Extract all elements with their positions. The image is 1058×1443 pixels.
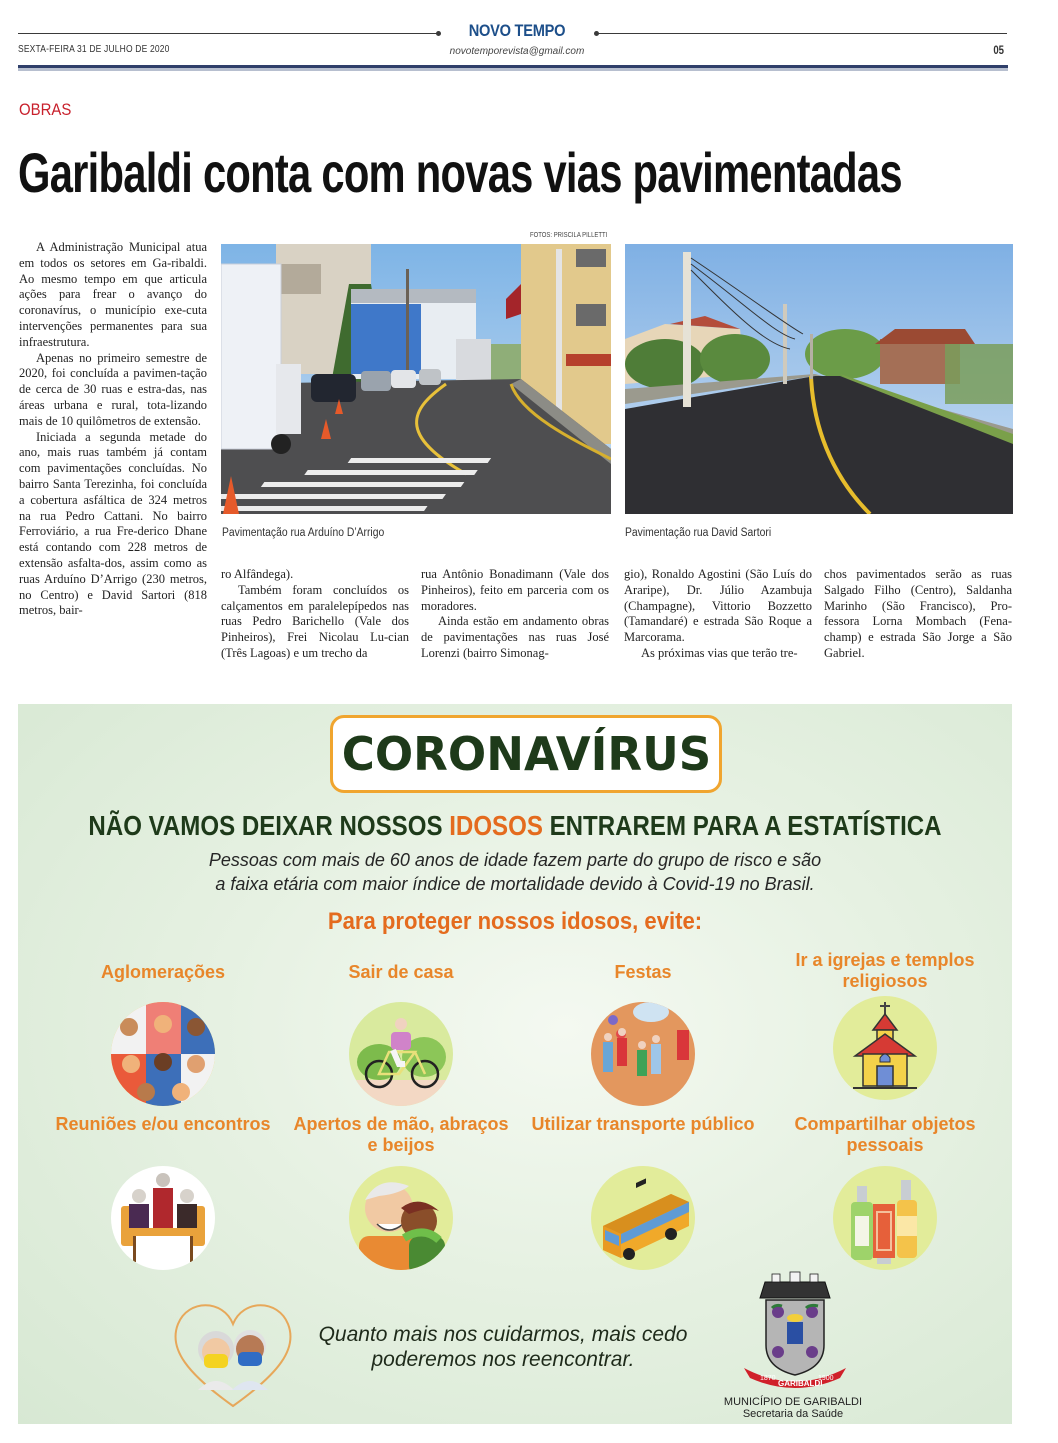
- item-label: Sair de casa: [348, 962, 454, 982]
- avoid-item-hugs: [286, 1114, 516, 1270]
- item-label: Utilizar transporte público: [531, 1114, 755, 1134]
- item-label: Reuniões e/ou encontros: [55, 1114, 271, 1134]
- photo-caption: Pavimentação rua David Sartori: [625, 527, 772, 539]
- subtitle-line: Pessoas com mais de 60 anos de idade fazem parte do grupo de risco e são: [208, 850, 822, 870]
- paragraph: gio), Ronaldo Agostini (São Luís do Araripe), Dr. Júlio Azambuja (Champagne), Vittorio Bozzetto (Tamandaré) e estrada São Roque a Marcorama.: [624, 567, 812, 645]
- banner-closing-message: [273, 1322, 733, 1372]
- item-label: Festas: [614, 962, 672, 982]
- avoid-item-crowds: [48, 956, 278, 1106]
- photo-credit: FOTOS: PRISCILA PILLETTI: [530, 232, 608, 239]
- issue-date: SEXTA-FEIRA 31 DE JULHO DE 2020: [18, 44, 170, 55]
- masthead-dot-left: [436, 31, 441, 36]
- avoid-item-public-transport: [528, 1114, 758, 1270]
- article-column-3: [421, 567, 609, 662]
- headline-part: ENTRAREM PARA A ESTATÍSTICA: [542, 810, 942, 841]
- church-icon: [833, 996, 937, 1100]
- avoid-item-meetings: [48, 1114, 278, 1270]
- photo-caption: Pavimentação rua Arduíno D’Arrigo: [222, 527, 385, 539]
- article-headline: Garibaldi conta com novas vias pavimentadas: [18, 141, 902, 204]
- crest-year-right: 1900: [818, 1375, 834, 1382]
- crest-year-left: 1870: [760, 1375, 776, 1382]
- avoid-item-churches: [770, 950, 1000, 1100]
- banner-call-to-action: Para proteger nossos idosos, evite:: [327, 908, 703, 935]
- municipality-credit: [698, 1396, 888, 1420]
- coronavirus-title-box: [330, 715, 722, 793]
- newspaper-title: NOVO TEMPO: [468, 21, 566, 40]
- bus-icon: [591, 1166, 695, 1270]
- coronavirus-ad-banner: [18, 704, 1012, 1424]
- section-kicker: OBRAS: [19, 100, 72, 119]
- street-photo-arduino-darrigo: [221, 244, 611, 514]
- street-photo: [221, 244, 611, 514]
- paragraph: Iniciada a segunda metade do ano, mais ruas também já contam com pavimentações concluídas. No bairro Santa Terezinha, foi concluída a cobertura asfáltica de 324 metros na rua Pedro Cattani. No bairro Ferroviário, a rua Fre-derico Dhane está contando com 228 metros de extensão asfalta-dos, assim como as ruas Arduíno D’Arrigo (230 metros, no Centro) e David Sartori (818 metros, bair-: [19, 429, 207, 618]
- street-photo: [625, 244, 1013, 514]
- banner-title: CORONAVÍRUS: [341, 727, 711, 781]
- item-label: Ir a igrejas e templos religiosos: [795, 950, 975, 991]
- paragraph: A Administração Municipal atua em todos os setores em Ga-ribaldi. Ao mesmo tempo em que articula ações para frear o avanço do coronavírus, o município exe-cuta intervenções permanentes para sua infraestrutura.: [19, 240, 207, 349]
- paragraph: rua Antônio Bonadimann (Vale dos Pinheiros), feito em parceria com os moradores.: [421, 567, 609, 613]
- headline-part: NÃO VAMOS DEIXAR NOSSOS: [88, 810, 450, 841]
- avoid-item-leaving-home: [286, 956, 516, 1106]
- municipality-name: MUNICÍPIO DE GARIBALDI: [723, 1396, 863, 1408]
- paragraph: As próximas vias que terão tre-: [641, 645, 798, 660]
- paragraph: ro Alfândega).: [221, 567, 294, 581]
- avoid-item-sharing-objects: [770, 1114, 1000, 1270]
- bicycle-icon: [349, 1002, 453, 1106]
- crest-ribbon-name: GARIBALDI: [778, 1379, 823, 1388]
- closing-line: Quanto mais nos cuidarmos, mais cedo: [318, 1323, 688, 1346]
- paragraph: chos pavimentados serão as ruas Salgado Filho (Centro), Saldanha Marinho (São Francisco), Pro-fessora Lorna Mombach (Fena-champ) e estrada São Jorge a São Gabriel.: [824, 567, 1012, 660]
- banner-subtitle: [18, 848, 1012, 896]
- item-label: Apertos de mão, abraços e beijos: [293, 1114, 509, 1155]
- paragraph: Também foram concluídos os calçamentos em paralelepípedos nas ruas Pedro Barichello (Vale dos Pinheiros), Frei Nicolau Lu-cian (Três Lagoas) e um trecho da: [221, 582, 409, 660]
- hug-icon: [349, 1166, 453, 1270]
- party-dance-icon: [591, 1002, 695, 1106]
- department-name: Secretaria da Saúde: [742, 1408, 844, 1420]
- paragraph: Ainda estão em andamento obras de pavimentações nas ruas José Lorenzi (bairro Simonag-: [421, 614, 609, 660]
- headline-highlight: IDOSOS: [449, 810, 543, 841]
- meeting-table-icon: [111, 1166, 215, 1270]
- street-photo-david-sartori: [625, 244, 1013, 514]
- article-column-5: [824, 567, 1012, 662]
- masthead-rule-left: [18, 33, 438, 34]
- closing-line: poderemos nos reencontrar.: [371, 1348, 635, 1371]
- item-label: Aglomerações: [100, 962, 226, 982]
- subtitle-line: a faixa etária com maior índice de mortalidade devido à Covid-19 no Brasil.: [215, 874, 815, 894]
- article-column-4: [624, 567, 812, 662]
- page-number: 05: [993, 43, 1005, 57]
- crowd-icon: [111, 1002, 215, 1106]
- article-column-1: [19, 240, 207, 619]
- banner-headline: [88, 810, 943, 842]
- item-label: Compartilhar objetos pessoais: [794, 1114, 976, 1155]
- toiletries-icon: [833, 1166, 937, 1270]
- garibaldi-coat-of-arms-icon: [730, 1270, 860, 1395]
- masthead-bar-light: [18, 68, 1008, 71]
- article-column-2: [221, 567, 409, 662]
- avoid-item-parties: [528, 956, 758, 1106]
- contact-email[interactable]: novotemporevista@gmail.com: [449, 46, 585, 57]
- paragraph: Apenas no primeiro semestre de 2020, foi concluída a pavimen-tação de cerca de 30 ruas e estra-das, nas áreas urbana e rural, tota-lizando mais de 10 quilômetros de extensão.: [19, 350, 207, 428]
- masthead-rule-right: [595, 33, 1007, 34]
